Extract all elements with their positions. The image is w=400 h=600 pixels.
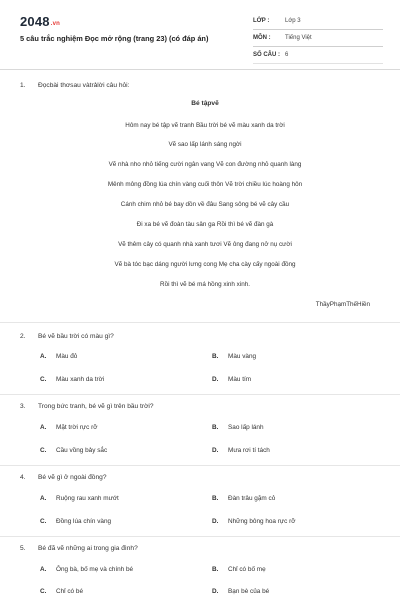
meta-label: LỚP : (253, 18, 270, 24)
poem-line: Hôm nay bé tập vẽ tranh Bầu trời bé vẽ màu xanh da trời (125, 122, 285, 129)
option-letter: D. (212, 518, 219, 525)
question-4 (20, 474, 106, 481)
option-text: Chỉ có bố mẹ (228, 566, 266, 573)
question-text: Bé vẽ gì ở ngoài đồng? (38, 474, 107, 481)
question-number: 3. (20, 403, 26, 410)
option-d[interactable] (212, 376, 251, 383)
option-c[interactable] (40, 588, 83, 595)
question-2 (20, 333, 114, 340)
poem-line: Vẽ thêm cây có quanh nhà xanh tươi Vẽ ông đang nở nụ cười (118, 241, 292, 248)
question-text: Đọcbài thơsau vàtrảlời câu hỏi: (38, 82, 130, 89)
meta-row-count (253, 47, 383, 64)
meta-label: MÔN : (253, 35, 271, 41)
option-c[interactable] (40, 447, 107, 454)
divider (0, 394, 400, 395)
option-a[interactable] (40, 353, 77, 360)
divider (0, 322, 400, 323)
document-title: 5 câu trắc nghiệm Đọc mở rộng (trang 23) (có đáp án) (20, 34, 209, 43)
divider (0, 465, 400, 466)
question-3 (20, 403, 154, 410)
poem-passage (40, 100, 370, 320)
option-c[interactable] (40, 518, 111, 525)
question-number: 2. (20, 333, 26, 340)
option-text: Màu vàng (228, 353, 257, 360)
meta-row-class (253, 13, 383, 30)
poem-author: ThầyPhạmThếHiền (315, 301, 370, 308)
poem-line: Mênh mông đồng lúa chín vàng cuối thôn Vẽ trời chiều lúc hoàng hôn (107, 181, 303, 188)
option-d[interactable] (212, 447, 270, 454)
option-b[interactable] (212, 424, 264, 431)
option-text: Ruộng rau xanh mướt (56, 495, 119, 502)
question-text: Bé vẽ bầu trời có màu gì? (38, 333, 114, 340)
option-text: Mặt trời rực rỡ (56, 424, 98, 431)
logo-text: 2048 (20, 14, 50, 29)
poem-title: Bé tậpvẽ (191, 100, 219, 107)
question-number: 4. (20, 474, 26, 481)
option-text: Bạn bè của bé (228, 588, 270, 595)
meta-value: Tiếng Việt (285, 35, 312, 41)
question-number: 5. (20, 545, 26, 552)
option-text: Màu đỏ (56, 353, 78, 360)
option-text: Màu tím (228, 376, 252, 383)
option-letter: D. (212, 588, 219, 595)
option-text: Ông bà, bố mẹ và chính bé (56, 566, 134, 573)
meta-value: Lớp 3 (285, 18, 301, 24)
question-text: Trong bức tranh, bé vẽ gì trên bầu trời? (38, 403, 154, 410)
option-text: Những bông hoa rực rỡ (228, 518, 296, 525)
option-letter: B. (212, 424, 219, 431)
poem-line: Đi xa bé vẽ đoàn tàu sân ga Rồi thì bé vẽ đàn gà (136, 221, 274, 228)
option-text: Đồng lúa chín vàng (56, 518, 112, 525)
poem-line: Rồi thì vẽ bé má hồng xinh xinh. (160, 281, 250, 288)
option-text: Cầu vồng bảy sắc (56, 447, 108, 454)
option-a[interactable] (40, 495, 119, 502)
option-letter: C. (40, 588, 47, 595)
poem-line: Vẽ nhà nho nhỏ tiếng cười ngân vang Vẽ con đường nhỏ quanh làng (108, 161, 302, 168)
option-letter: D. (212, 376, 219, 383)
option-letter: A. (40, 353, 47, 360)
poem-line: Vẽ sao lấp lánh sáng ngời (168, 141, 242, 148)
option-letter: B. (212, 495, 219, 502)
option-letter: C. (40, 447, 47, 454)
option-letter: D. (212, 447, 219, 454)
option-text: Chỉ có bé (56, 588, 83, 595)
option-letter: A. (40, 424, 47, 431)
question-number: 1. (20, 82, 26, 89)
poem-line: Cánh chim nhỏ bé bay dồn về đâu Sang sông bé vẽ cây cầu (120, 201, 290, 208)
option-b[interactable] (212, 495, 275, 502)
question-text: Bé đã vẽ những ai trong gia đình? (38, 545, 138, 552)
option-letter: A. (40, 495, 47, 502)
option-b[interactable] (212, 566, 266, 573)
site-logo[interactable] (20, 14, 60, 29)
option-a[interactable] (40, 566, 133, 573)
logo-suffix: .vn (50, 21, 61, 27)
option-a[interactable] (40, 424, 97, 431)
poem-line: Vẽ bà tóc bạc dáng người lưng cong Mẹ cha cày cấy ngoài đồng (114, 261, 296, 268)
option-letter: B. (212, 566, 219, 573)
option-text: Sao lấp lánh (228, 424, 264, 431)
meta-row-subject (253, 30, 383, 47)
option-text: Màu xanh da trời (56, 376, 105, 383)
option-c[interactable] (40, 376, 104, 383)
option-b[interactable] (212, 353, 256, 360)
meta-label: SỐ CÂU : (253, 52, 280, 58)
option-d[interactable] (212, 588, 269, 595)
option-letter: C. (40, 376, 47, 383)
page-header (0, 0, 400, 70)
question-1 (20, 82, 129, 89)
option-text: Đàn trâu gặm cỏ (228, 495, 276, 502)
option-letter: B. (212, 353, 219, 360)
question-5 (20, 545, 138, 552)
option-letter: A. (40, 566, 47, 573)
option-letter: C. (40, 518, 47, 525)
meta-info (253, 13, 383, 64)
option-text: Mưa rơi tí tách (228, 447, 270, 454)
divider (0, 536, 400, 537)
meta-value: 6 (285, 52, 289, 58)
option-d[interactable] (212, 518, 295, 525)
